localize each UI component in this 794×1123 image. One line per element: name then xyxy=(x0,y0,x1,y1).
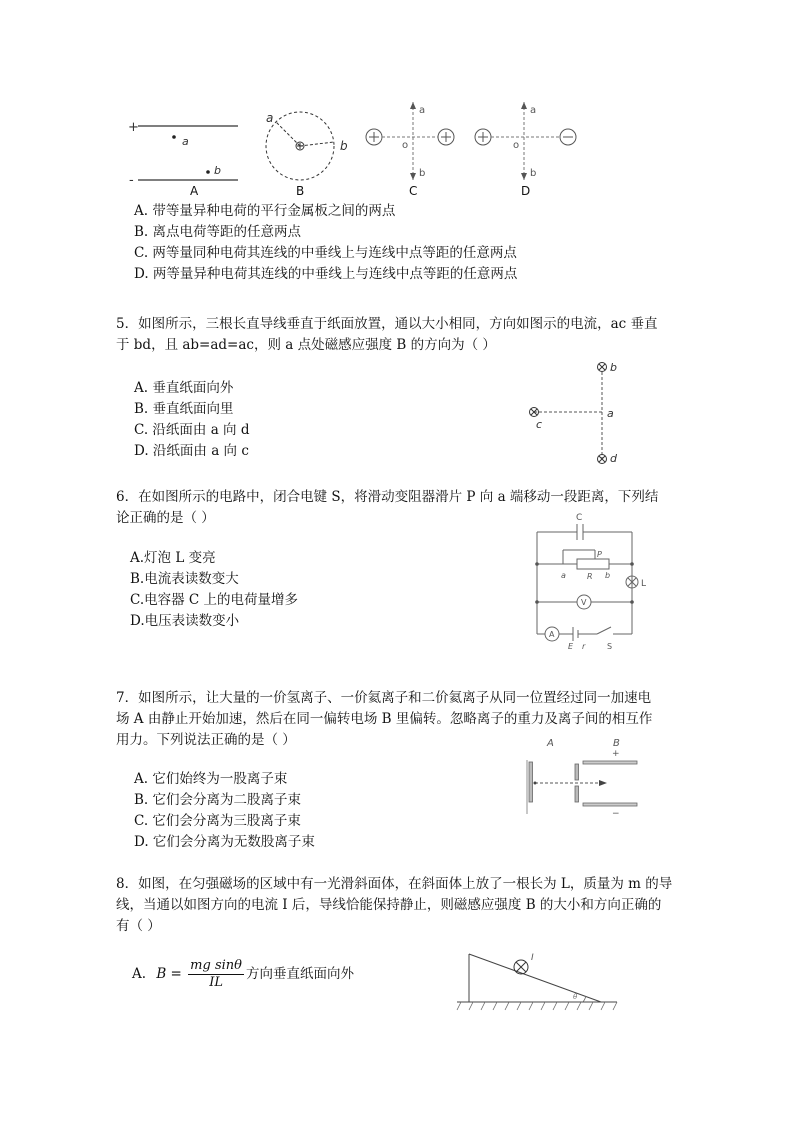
q7-option-b: B. 它们会分离为二股离子束 xyxy=(134,792,302,808)
q7-stem-line1: 7．如图所示，让大量的一价氢离子、一价氦离子和二价氦离子从同一位置经过同一加速电 xyxy=(116,690,652,706)
q8-label-theta: θ xyxy=(573,993,578,1001)
q4-figure-label-d: D xyxy=(521,184,531,198)
q4-figb-label-a: a xyxy=(266,111,274,125)
q5-wire-c-into-page-icon xyxy=(530,408,539,417)
q4-figure-a xyxy=(128,120,238,188)
q4-figure-label-b: B xyxy=(296,184,305,198)
q4-figc-label-o: o xyxy=(402,140,409,151)
q4-figa-minus: - xyxy=(129,173,134,188)
q6-circuit-figure xyxy=(525,510,645,650)
q5-label-a: a xyxy=(607,407,614,420)
q7-label-b: B xyxy=(613,738,620,749)
q4-option-a: A. 带等量异种电荷的平行金属板之间的两点 xyxy=(134,203,396,219)
q4-option-d: D. 两等量异种电荷其连线的中垂线上与连线中点等距的任意两点 xyxy=(134,266,518,282)
q4-figc-label-a: a xyxy=(419,105,426,116)
q6-label-v: V xyxy=(581,598,587,607)
q7-option-d: D. 它们会分离为无数股离子束 xyxy=(134,834,315,850)
q4-figa-label-a: a xyxy=(182,135,189,148)
q7-label-a: A xyxy=(547,738,554,749)
q4-figc-label-b: b xyxy=(419,168,426,179)
q5-stem-line1: 5．如图所示，三根长直导线垂直于纸面放置，通以大小相同，方向如图示的电流，ac 垂直 xyxy=(116,316,658,332)
q7-stem-line2: 场 A 由静止开始加速，然后在同一偏转电场 B 里偏转。忽略离子的重力及离子间的相互作 xyxy=(116,711,653,727)
q8-option-a-suffix: 方向垂直纸面向外 xyxy=(245,966,354,982)
q4-figd-label-b: b xyxy=(530,168,537,179)
q4-figure-b xyxy=(266,111,348,180)
q8-option-a-lhs: B = xyxy=(156,966,182,982)
q8-label-i: I xyxy=(531,953,534,963)
q6-label-b: b xyxy=(605,571,611,580)
q5-wire-d-into-page-icon xyxy=(598,455,607,464)
q5-stem-line2: 于 bd，且 ab=ad=ac，则 a 点处磁感应强度 B 的方向为（ ） xyxy=(116,337,496,353)
q6-label-a: a xyxy=(561,571,566,580)
q4-option-b: B. 离点电荷等距的任意两点 xyxy=(134,224,302,240)
q8-option-a-denominator: IL xyxy=(209,975,223,990)
q5-figure xyxy=(520,358,630,468)
q6-label-e: E xyxy=(568,642,574,651)
q6-stem-line2: 论正确的是（ ） xyxy=(116,510,215,526)
q8-option-a-numerator: mg sinθ xyxy=(190,958,242,973)
q8-stem-line1: 8．如图，在匀强磁场的区域中有一光滑斜面体，在斜面体上放了一根长为 L，质量为 m 的导 xyxy=(116,876,673,892)
q7-option-c: C. 它们会分离为三股离子束 xyxy=(134,813,301,829)
q8-option-a-prefix: A. xyxy=(132,966,147,982)
q5-wire-b-into-page-icon xyxy=(598,363,607,372)
q5-option-d: D. 沿纸面由 a 向 c xyxy=(134,443,249,459)
q8-incline-figure xyxy=(455,948,620,1018)
q6-label-s: S xyxy=(607,642,613,651)
q4-figure-d xyxy=(475,102,576,180)
q6-option-b: B.电流表读数变大 xyxy=(130,571,239,587)
q6-option-c: C.电容器 C 上的电荷量增多 xyxy=(130,592,299,608)
q4-figa-plus: + xyxy=(128,120,139,135)
q4-figd-label-a: a xyxy=(530,105,537,116)
q8-stem-line2: 线，当通以如图方向的电流 I 后，导线恰能保持静止，则磁感应强度 B 的大小和方向正确的 xyxy=(116,897,662,913)
q5-label-c: c xyxy=(536,418,543,431)
q4-option-c: C. 两等量同种电荷其连线的中垂线上与连线中点等距的任意两点 xyxy=(134,245,517,261)
q8-stem-line3: 有（ ） xyxy=(116,918,161,934)
q5-label-b: b xyxy=(610,361,617,374)
q8-wire-into-page-icon xyxy=(514,960,528,974)
q5-label-d: d xyxy=(610,452,617,465)
q6-label-r-rheostat: R xyxy=(587,572,593,581)
q7-label-minus: − xyxy=(612,809,620,819)
q6-option-d: D.电压表读数变小 xyxy=(130,613,240,629)
q5-option-b: B. 垂直纸面向里 xyxy=(134,401,234,417)
q6-label-l: L xyxy=(641,579,647,589)
q6-option-a: A.灯泡 L 变亮 xyxy=(130,550,216,566)
q6-label-p: P xyxy=(597,550,602,559)
q6-label-ammeter: A xyxy=(549,630,555,639)
q4-figb-label-b: b xyxy=(340,139,348,153)
q4-figure-label-a: A xyxy=(190,184,199,198)
q7-label-plus: + xyxy=(612,749,620,759)
q8-option-a xyxy=(132,958,354,991)
q5-option-a: A. 垂直纸面向外 xyxy=(134,380,234,396)
q8-option-a-fraction xyxy=(188,958,244,991)
q5-option-c: C. 沿纸面由 a 向 d xyxy=(134,422,250,438)
q7-option-a: A. 它们始终为一股离子束 xyxy=(134,771,288,787)
q4-figd-label-o: o xyxy=(513,140,520,151)
q7-figure xyxy=(525,734,640,824)
q4-figure-label-c: C xyxy=(409,184,418,198)
q6-label-c: C xyxy=(576,513,583,523)
q6-label-r: r xyxy=(582,642,586,651)
q7-stem-line3: 用力。下列说法正确的是（ ） xyxy=(116,732,296,748)
q4-figa-label-b: b xyxy=(214,164,221,177)
q6-stem-line1: 6．在如图所示的电路中，闭合电键 S，将滑动变阻器滑片 P 向 a 端移动一段距离，下列结 xyxy=(116,489,659,505)
q4-figure-c xyxy=(366,102,454,180)
